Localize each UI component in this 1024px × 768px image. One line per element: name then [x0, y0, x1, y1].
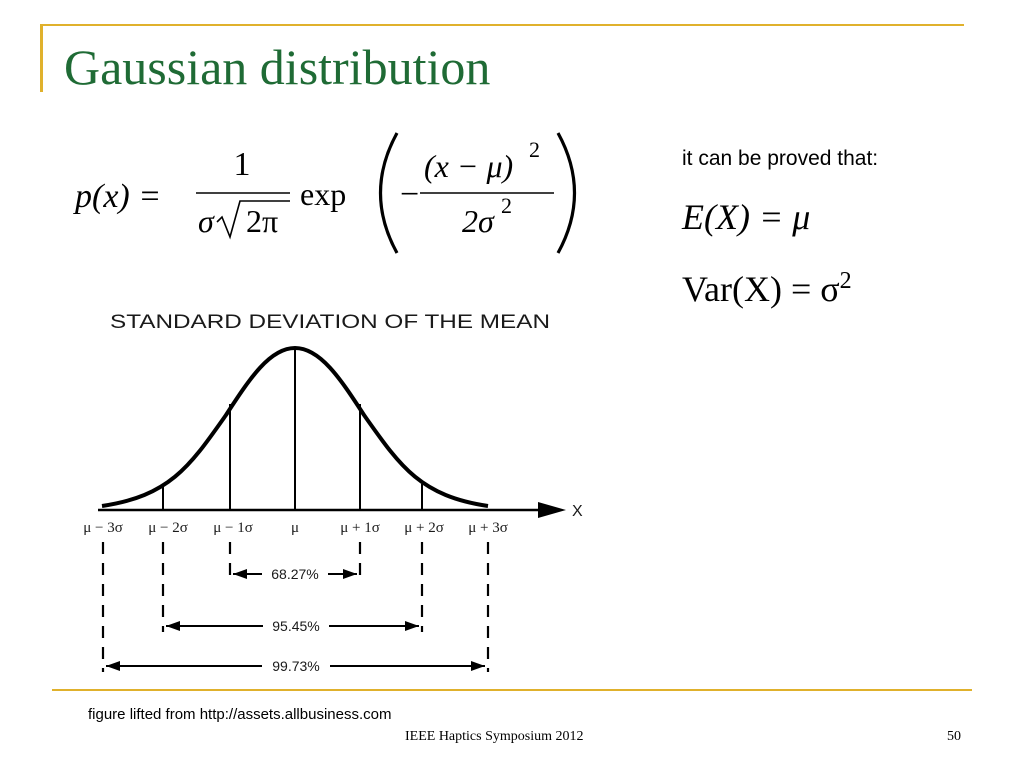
formula-right-paren	[558, 133, 575, 253]
gaussian-formula	[70, 125, 590, 255]
variance-formula-body: Var(X) = σ	[682, 269, 840, 309]
proof-intro-text: it can be proved that:	[682, 147, 879, 170]
x-axis-arrowhead	[538, 502, 566, 518]
formula-minus: −	[400, 176, 420, 213]
title-accent-vertical-line	[40, 24, 43, 92]
interval-label-2-sigma: 95.45%	[272, 618, 320, 634]
formula-denominator-root: 2π	[246, 203, 279, 239]
formula-left-paren	[381, 133, 398, 253]
footer-rule	[52, 689, 972, 691]
footer-text: IEEE Haptics Symposium 2012	[405, 729, 584, 744]
figure-title: STANDARD DEVIATION OF THE MEAN	[110, 312, 550, 333]
expectation-formula: E(X) = μ	[682, 197, 811, 237]
tick-label-plus-2-sigma: μ + 2σ	[404, 520, 444, 536]
formula-inner-numerator: (x − μ)	[424, 148, 514, 184]
x-axis-label: X	[572, 503, 583, 520]
interval-label-1-sigma: 68.27%	[271, 566, 319, 582]
variance-formula	[682, 268, 852, 310]
variance-formula-exponent: 2	[839, 268, 852, 294]
title-accent-horizontal-line	[40, 24, 964, 26]
formula-denominator-sigma: σ	[198, 203, 214, 239]
tick-label-plus-1-sigma: μ + 1σ	[340, 520, 380, 536]
formula-inner-denominator: 2σ	[462, 203, 494, 239]
tick-label-mean: μ	[290, 520, 300, 536]
formula-inner-numerator-exponent: 2	[529, 137, 540, 162]
interval-3-sigma	[106, 658, 485, 674]
tick-label-plus-3-sigma: μ + 3σ	[468, 520, 508, 536]
interval-label-3-sigma: 99.73%	[272, 658, 320, 674]
standard-deviation-figure	[70, 300, 600, 685]
interval-1-sigma	[233, 566, 357, 582]
formula-exp: exp	[300, 176, 347, 212]
formula-lhs: p(x) =	[75, 178, 162, 215]
interval-2-sigma	[166, 618, 419, 634]
figure-caption: figure lifted from http://assets.allbusiness.com	[88, 706, 392, 723]
tick-label-minus-1-sigma: μ − 1σ	[213, 520, 253, 536]
formula-numerator: 1	[233, 146, 251, 183]
slide-title: Gaussian distribution	[64, 39, 491, 95]
tick-label-minus-3-sigma: μ − 3σ	[83, 520, 123, 536]
page-number: 50	[947, 729, 961, 744]
formula-inner-denominator-exponent: 2	[501, 193, 512, 218]
tick-label-minus-2-sigma: μ − 2σ	[148, 520, 188, 536]
